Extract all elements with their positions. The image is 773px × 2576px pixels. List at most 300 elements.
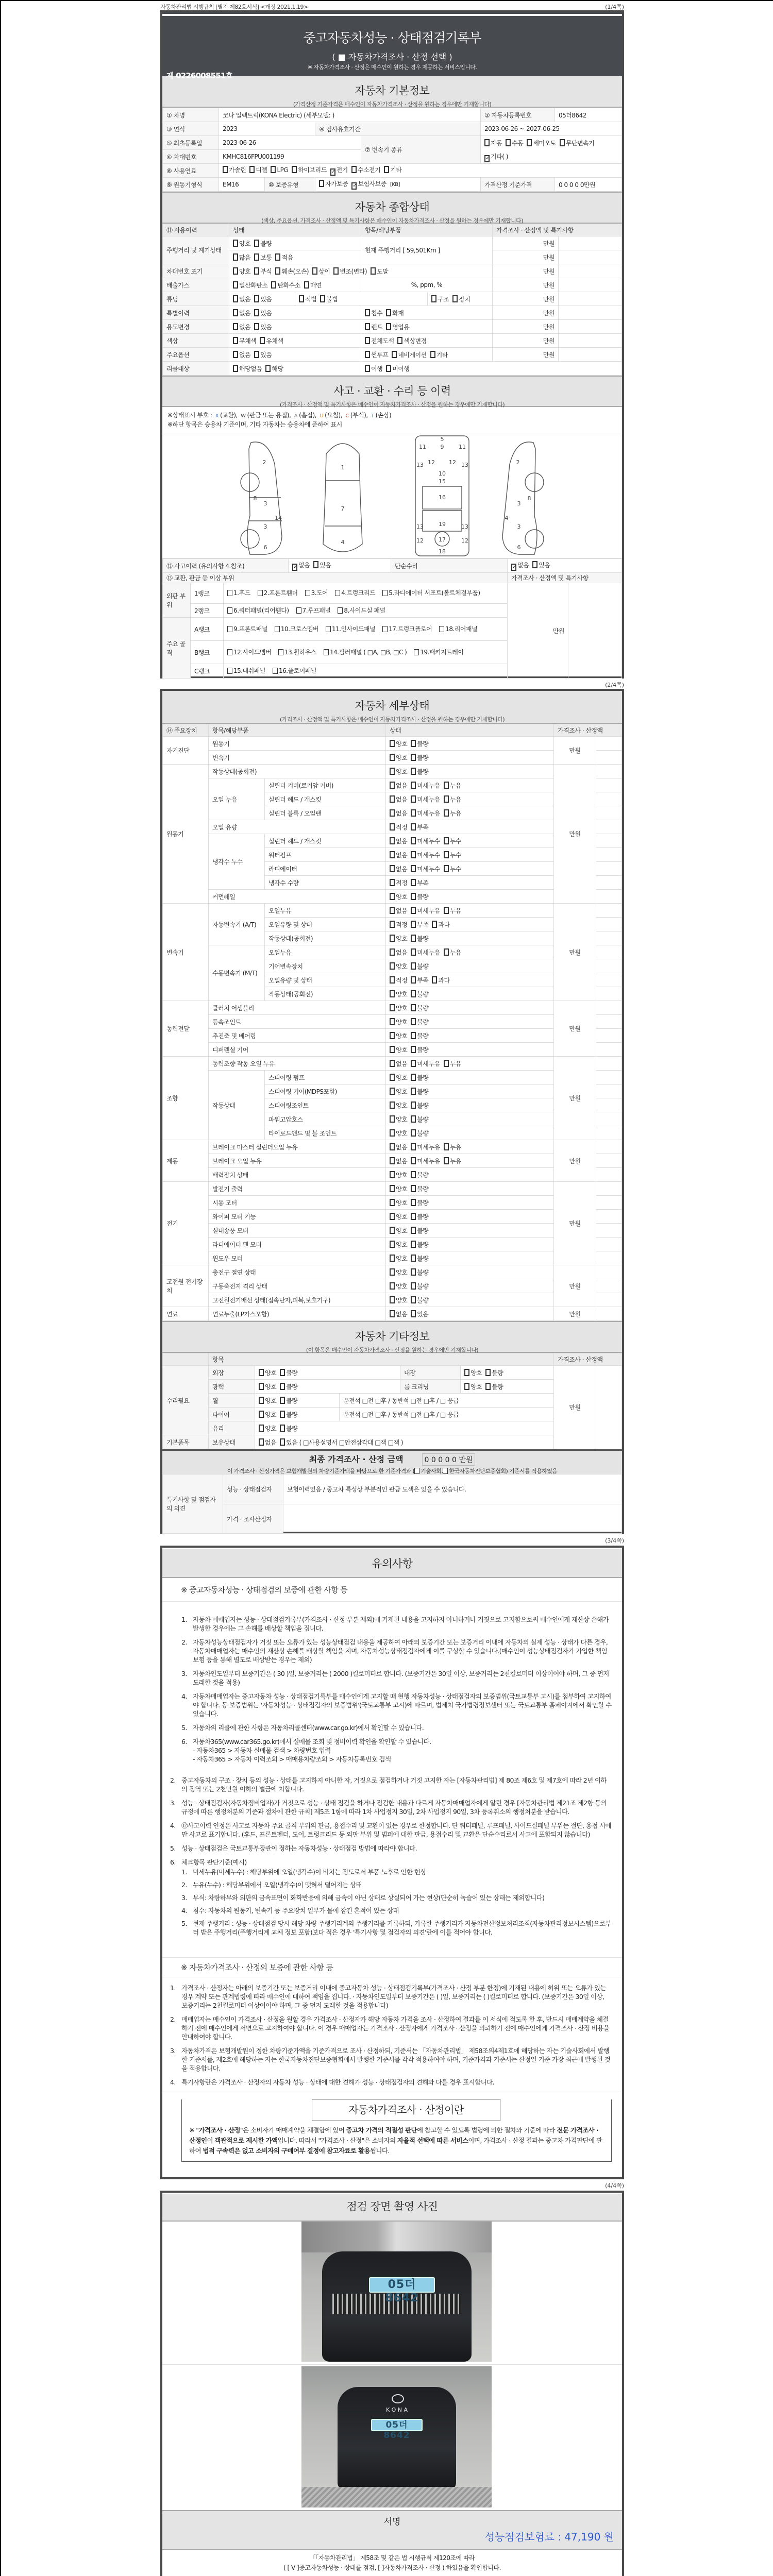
checkbox[interactable] <box>259 1411 264 1418</box>
option[interactable] <box>444 837 461 845</box>
checkbox-checked[interactable]: ✓ <box>485 155 490 161</box>
option[interactable] <box>511 561 529 571</box>
option[interactable] <box>313 561 331 569</box>
option[interactable] <box>265 364 283 373</box>
part-option[interactable] <box>227 606 289 616</box>
checkbox[interactable] <box>411 1255 416 1262</box>
checkbox[interactable] <box>411 1129 416 1137</box>
part-option[interactable] <box>305 588 328 598</box>
checkbox[interactable] <box>411 1018 416 1025</box>
option[interactable] <box>390 1073 407 1082</box>
checkbox[interactable] <box>254 295 259 302</box>
checkbox-checked[interactable]: ✓ <box>331 169 335 175</box>
option[interactable] <box>351 179 386 190</box>
checkbox[interactable] <box>326 626 331 632</box>
option[interactable] <box>271 281 300 290</box>
option[interactable] <box>260 336 283 345</box>
option[interactable] <box>233 309 250 317</box>
option[interactable] <box>430 350 448 359</box>
checkbox[interactable] <box>439 626 444 632</box>
checkbox[interactable] <box>259 1397 264 1404</box>
option[interactable] <box>390 1171 407 1179</box>
option[interactable] <box>390 1226 407 1235</box>
option[interactable] <box>249 165 267 174</box>
checkbox[interactable] <box>260 337 265 344</box>
option[interactable] <box>390 1198 407 1207</box>
checkbox[interactable] <box>280 1383 285 1390</box>
option[interactable] <box>392 350 426 359</box>
option[interactable] <box>390 962 407 971</box>
checkbox[interactable] <box>390 768 395 775</box>
checkbox[interactable] <box>365 337 370 344</box>
option[interactable] <box>390 795 407 804</box>
option[interactable] <box>411 753 428 762</box>
checkbox[interactable] <box>233 351 238 358</box>
checkbox[interactable] <box>506 139 511 146</box>
option[interactable] <box>411 1184 428 1193</box>
option[interactable] <box>411 1004 428 1012</box>
checkbox-checked[interactable]: ✓ <box>352 183 357 189</box>
checkbox[interactable] <box>464 1369 469 1376</box>
checkbox[interactable] <box>390 837 395 844</box>
checkbox[interactable] <box>271 166 276 173</box>
option[interactable] <box>254 253 272 262</box>
option[interactable] <box>411 1031 428 1040</box>
option[interactable] <box>411 865 440 873</box>
checkbox[interactable] <box>444 865 449 872</box>
checkbox[interactable] <box>324 649 329 655</box>
checkbox[interactable] <box>444 795 449 803</box>
checkbox[interactable] <box>390 948 395 956</box>
checkbox[interactable] <box>411 740 416 747</box>
option[interactable] <box>397 336 426 345</box>
checkbox[interactable] <box>296 607 301 614</box>
part-option[interactable] <box>414 648 463 657</box>
option[interactable] <box>444 948 461 957</box>
option[interactable] <box>390 1282 407 1291</box>
checkbox[interactable] <box>233 365 238 372</box>
checkbox[interactable] <box>411 962 416 970</box>
checkbox[interactable] <box>390 782 395 789</box>
option[interactable] <box>390 906 407 915</box>
checkbox[interactable] <box>233 253 238 261</box>
checkbox[interactable] <box>411 782 416 789</box>
checkbox[interactable] <box>411 1171 416 1178</box>
checkbox[interactable] <box>411 1282 416 1290</box>
checkbox[interactable] <box>280 1397 285 1404</box>
option[interactable] <box>411 767 428 776</box>
checkbox[interactable] <box>223 166 228 173</box>
checkbox[interactable] <box>227 626 232 632</box>
option[interactable] <box>390 990 407 998</box>
checkbox[interactable] <box>259 1369 264 1376</box>
checkbox[interactable] <box>411 921 416 928</box>
checkbox[interactable] <box>390 1129 395 1137</box>
option[interactable] <box>411 781 440 790</box>
checkbox[interactable] <box>365 309 370 316</box>
option[interactable] <box>411 837 440 845</box>
checkbox[interactable] <box>411 1213 416 1220</box>
option[interactable] <box>259 1410 276 1419</box>
checkbox[interactable] <box>411 1143 416 1150</box>
part-option[interactable] <box>296 606 331 616</box>
option[interactable] <box>432 920 449 929</box>
checkbox[interactable] <box>390 754 395 761</box>
option[interactable] <box>390 1101 407 1110</box>
option[interactable] <box>386 309 404 317</box>
checkbox[interactable] <box>527 139 532 146</box>
option[interactable] <box>275 253 293 262</box>
checkbox[interactable] <box>411 935 416 942</box>
option[interactable] <box>431 295 449 303</box>
checkbox[interactable] <box>411 1199 416 1206</box>
option[interactable] <box>411 948 440 957</box>
checkbox[interactable] <box>386 309 391 316</box>
checkbox[interactable] <box>227 590 232 596</box>
option[interactable] <box>390 851 407 859</box>
part-option[interactable] <box>273 666 316 676</box>
checkbox[interactable] <box>233 267 238 275</box>
option[interactable] <box>271 166 288 174</box>
option[interactable] <box>223 165 246 174</box>
option[interactable] <box>444 1157 461 1165</box>
checkbox[interactable] <box>411 1185 416 1192</box>
option[interactable] <box>411 990 428 998</box>
option[interactable] <box>304 281 322 290</box>
checkbox[interactable] <box>411 1115 416 1123</box>
checkbox[interactable] <box>280 1425 285 1432</box>
option[interactable] <box>390 892 407 901</box>
checkbox[interactable] <box>371 267 376 275</box>
option[interactable] <box>390 1115 407 1124</box>
checkbox[interactable] <box>390 795 395 803</box>
option[interactable] <box>365 350 388 359</box>
checkbox[interactable] <box>280 1438 285 1446</box>
option[interactable] <box>390 878 407 887</box>
option[interactable] <box>452 295 470 303</box>
part-option[interactable] <box>275 624 318 634</box>
option[interactable] <box>390 1059 407 1068</box>
option[interactable] <box>411 976 428 985</box>
option[interactable] <box>390 934 407 943</box>
checkbox[interactable] <box>411 1088 416 1095</box>
checkbox[interactable] <box>444 782 449 789</box>
checkbox[interactable] <box>390 1060 395 1067</box>
checkbox[interactable] <box>430 351 435 358</box>
checkbox[interactable] <box>411 976 416 984</box>
option[interactable] <box>390 1129 407 1138</box>
checkbox[interactable] <box>411 1310 416 1317</box>
checkbox[interactable] <box>305 590 310 596</box>
option[interactable] <box>444 865 461 873</box>
checkbox[interactable] <box>444 837 449 844</box>
checkbox[interactable] <box>384 166 389 173</box>
checkbox[interactable] <box>335 590 340 596</box>
checkbox[interactable] <box>411 851 416 858</box>
checkbox[interactable] <box>390 893 395 900</box>
option[interactable] <box>365 364 382 373</box>
checkbox[interactable] <box>273 668 278 674</box>
checkbox[interactable] <box>390 1046 395 1053</box>
option[interactable] <box>320 295 338 303</box>
option[interactable] <box>371 267 388 276</box>
checkbox[interactable] <box>411 1032 416 1039</box>
checkbox[interactable] <box>233 323 238 330</box>
checkbox[interactable] <box>390 1268 395 1276</box>
option[interactable] <box>233 336 256 345</box>
checkbox[interactable] <box>390 1199 395 1206</box>
checkbox[interactable] <box>390 1032 395 1039</box>
part-option[interactable] <box>278 648 316 657</box>
option[interactable] <box>411 920 428 929</box>
option[interactable] <box>485 1368 503 1377</box>
option[interactable] <box>411 851 440 859</box>
option[interactable] <box>484 137 502 150</box>
checkbox[interactable] <box>560 139 565 146</box>
option[interactable] <box>411 906 440 915</box>
option[interactable] <box>390 739 407 748</box>
checkbox[interactable] <box>411 795 416 803</box>
checkbox-checked[interactable]: ✓ <box>293 564 297 570</box>
option[interactable] <box>411 892 428 901</box>
option[interactable] <box>351 165 380 174</box>
option[interactable] <box>390 1143 407 1151</box>
checkbox[interactable] <box>444 1143 449 1150</box>
checkbox[interactable] <box>382 626 388 632</box>
checkbox[interactable] <box>411 1004 416 1011</box>
checkbox[interactable] <box>390 1143 395 1150</box>
checkbox[interactable] <box>333 267 339 275</box>
option[interactable] <box>390 1184 407 1193</box>
option[interactable] <box>390 1004 407 1012</box>
checkbox[interactable] <box>304 281 309 289</box>
checkbox[interactable] <box>320 295 325 302</box>
checkbox[interactable] <box>411 837 416 844</box>
option[interactable] <box>390 1296 407 1304</box>
part-option[interactable] <box>338 606 385 616</box>
checkbox[interactable] <box>365 365 370 372</box>
option[interactable] <box>259 1368 276 1377</box>
checkbox[interactable] <box>254 253 259 261</box>
option[interactable] <box>233 350 250 359</box>
option[interactable] <box>254 309 272 317</box>
checkbox[interactable] <box>280 1411 285 1418</box>
option[interactable] <box>411 1226 428 1235</box>
checkbox[interactable] <box>292 166 297 173</box>
checkbox[interactable] <box>390 962 395 970</box>
option[interactable] <box>319 179 348 188</box>
option[interactable] <box>411 1268 428 1277</box>
checkbox[interactable] <box>278 649 283 655</box>
checkbox[interactable] <box>411 879 416 886</box>
option[interactable] <box>411 795 440 804</box>
checkbox[interactable] <box>312 267 317 275</box>
checkbox[interactable] <box>390 1004 395 1011</box>
checkbox[interactable] <box>365 351 370 358</box>
option[interactable] <box>390 781 407 790</box>
option[interactable] <box>411 1157 440 1165</box>
option[interactable] <box>411 878 428 887</box>
checkbox[interactable] <box>390 809 395 817</box>
option[interactable] <box>390 1254 407 1263</box>
checkbox[interactable] <box>390 1115 395 1123</box>
checkbox[interactable] <box>249 166 255 173</box>
option[interactable] <box>485 1382 503 1391</box>
option[interactable] <box>411 1296 428 1304</box>
option[interactable] <box>233 267 250 276</box>
checkbox[interactable] <box>390 1157 395 1164</box>
option[interactable] <box>390 1212 407 1221</box>
option[interactable] <box>254 267 272 276</box>
checkbox[interactable] <box>265 365 271 372</box>
checkbox[interactable] <box>390 823 395 831</box>
option[interactable] <box>233 295 250 303</box>
checkbox[interactable] <box>254 351 259 358</box>
checkbox[interactable] <box>532 561 537 568</box>
checkbox[interactable] <box>254 240 259 247</box>
checkbox[interactable] <box>259 1383 264 1390</box>
option[interactable] <box>411 962 428 971</box>
checkbox[interactable] <box>432 921 437 928</box>
option[interactable] <box>411 1171 428 1179</box>
option[interactable] <box>280 1382 297 1391</box>
option[interactable] <box>333 267 367 276</box>
checkbox[interactable] <box>227 668 232 674</box>
checkbox[interactable] <box>411 1241 416 1248</box>
checkbox[interactable] <box>299 295 304 302</box>
option[interactable] <box>506 137 523 150</box>
checkbox[interactable] <box>452 295 458 302</box>
checkbox[interactable] <box>390 1241 395 1248</box>
checkbox[interactable] <box>390 1171 395 1178</box>
option[interactable] <box>560 137 594 150</box>
option[interactable] <box>254 295 272 303</box>
option[interactable] <box>280 1368 297 1377</box>
checkbox[interactable] <box>411 1046 416 1053</box>
checkbox[interactable] <box>390 1227 395 1234</box>
checkbox[interactable] <box>464 1383 469 1390</box>
option[interactable] <box>411 1240 428 1249</box>
checkbox[interactable] <box>444 809 449 817</box>
checkbox[interactable] <box>411 1060 416 1067</box>
checkbox[interactable] <box>444 851 449 858</box>
option[interactable] <box>444 906 461 915</box>
part-option[interactable] <box>439 624 477 634</box>
option[interactable] <box>411 739 428 748</box>
checkbox[interactable] <box>414 1468 419 1474</box>
part-option[interactable] <box>227 666 265 676</box>
checkbox[interactable] <box>411 865 416 872</box>
checkbox[interactable] <box>259 1438 264 1446</box>
option[interactable] <box>390 1031 407 1040</box>
option[interactable] <box>390 920 407 929</box>
part-option[interactable] <box>326 624 375 634</box>
checkbox[interactable] <box>390 1282 395 1290</box>
option[interactable] <box>254 350 272 359</box>
option[interactable] <box>233 364 262 373</box>
checkbox[interactable] <box>233 295 238 302</box>
option[interactable] <box>233 281 267 290</box>
checkbox[interactable] <box>390 976 395 984</box>
option[interactable] <box>299 295 316 303</box>
option[interactable] <box>390 865 407 873</box>
checkbox[interactable] <box>382 590 388 596</box>
checkbox[interactable] <box>259 1425 264 1432</box>
option[interactable] <box>390 753 407 762</box>
checkbox[interactable] <box>390 1255 395 1262</box>
checkbox[interactable] <box>444 948 449 956</box>
option[interactable] <box>411 1087 428 1096</box>
option[interactable] <box>444 1059 461 1068</box>
checkbox[interactable] <box>485 1383 491 1390</box>
option[interactable] <box>390 976 407 985</box>
option[interactable] <box>390 1268 407 1277</box>
checkbox[interactable] <box>390 1185 395 1192</box>
option[interactable] <box>444 795 461 804</box>
option[interactable] <box>411 1254 428 1263</box>
checkbox[interactable] <box>392 351 397 358</box>
option[interactable] <box>280 1396 297 1405</box>
checkbox[interactable] <box>411 1296 416 1303</box>
option[interactable] <box>411 1018 428 1026</box>
checkbox[interactable] <box>227 649 232 655</box>
checkbox[interactable] <box>390 865 395 872</box>
checkbox[interactable] <box>275 253 280 261</box>
checkbox[interactable] <box>254 309 259 316</box>
option[interactable] <box>233 239 250 248</box>
option[interactable] <box>411 1282 428 1291</box>
checkbox[interactable] <box>411 907 416 914</box>
option[interactable] <box>259 1438 276 1447</box>
option[interactable] <box>390 1087 407 1096</box>
checkbox[interactable] <box>275 267 280 275</box>
option[interactable] <box>527 137 556 150</box>
option[interactable] <box>280 1424 297 1433</box>
checkbox[interactable] <box>365 323 370 330</box>
checkbox[interactable] <box>390 879 395 886</box>
checkbox[interactable] <box>233 337 238 344</box>
option[interactable] <box>390 823 407 832</box>
option[interactable] <box>411 809 440 818</box>
checkbox[interactable] <box>444 907 449 914</box>
option[interactable] <box>390 1045 407 1054</box>
option[interactable] <box>365 336 394 345</box>
option[interactable] <box>411 1143 440 1151</box>
option[interactable] <box>411 1045 428 1054</box>
checkbox[interactable] <box>390 1018 395 1025</box>
checkbox[interactable] <box>431 295 436 302</box>
option[interactable] <box>292 561 310 571</box>
option[interactable] <box>390 1157 407 1165</box>
checkbox[interactable] <box>444 1060 449 1067</box>
checkbox[interactable] <box>411 1268 416 1276</box>
option[interactable] <box>365 323 382 331</box>
checkbox[interactable] <box>411 1074 416 1081</box>
checkbox[interactable] <box>411 754 416 761</box>
option[interactable] <box>390 837 407 845</box>
checkbox[interactable] <box>411 990 416 997</box>
option[interactable] <box>411 934 428 943</box>
checkbox[interactable] <box>390 935 395 942</box>
option[interactable] <box>411 1198 428 1207</box>
option[interactable] <box>254 239 272 248</box>
checkbox[interactable] <box>432 976 437 984</box>
option[interactable] <box>484 150 508 163</box>
option[interactable] <box>280 1438 403 1447</box>
checkbox[interactable] <box>386 323 391 330</box>
checkbox[interactable] <box>390 1296 395 1303</box>
checkbox[interactable] <box>386 365 391 372</box>
